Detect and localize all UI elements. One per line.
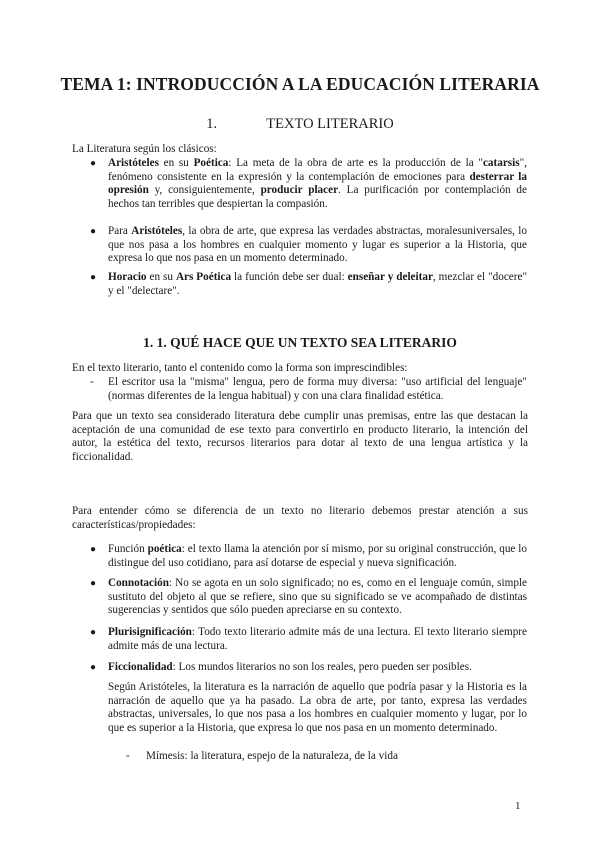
section-heading-1 (0, 116, 600, 133)
bullet-connotacion: Connotación: No se agota en un solo significado; no es, como en el lenguaje común, simple sustituto del objeto al que se refiere, sino que su significado se ve acompañado de distintas sugerencias y sentidos que sólo pueden apreciarse en su contexto. (108, 577, 527, 617)
bullet-funcion-poetica: Función poética: el texto llama la atención por sí mismo, por su original construcción, que lo distingue del uso cotidiano, para así dotarse de especial y nueva significación. (108, 543, 527, 569)
bullet-aristoteles-obra: Para Aristóteles, la obra de arte, que expresa las verdades abstractas, moralesuniversales, lo que nos pasa a los hombres en cualquier momento y lugar es superior a la Historia, que expresa lo que nos pasa en un momento determinado. (108, 225, 527, 265)
intro-line: La Literatura según los clásicos: (72, 143, 217, 155)
bullet-icon: ● (90, 544, 97, 555)
bullet-icon: ● (90, 627, 97, 638)
paragraph-premisas: Para que un texto sea considerado literatura debe cumplir unas premisas, entre las que destacan la aceptación de una comunidad de ese texto para convertirlo en producto literario, la intención del autor, la estética del texto, recursos literarios para dotar al texto de una lengua artística y la ficcionalidad. (72, 410, 528, 463)
dash-marker: - (90, 376, 94, 388)
paragraph-diferencia: Para entender cómo se diferencia de un texto no literario debemos prestar atención a sus características/propiedades: (72, 505, 528, 531)
dash-item-mimesis: Mímesis: la literatura, espejo de la naturaleza, de la vida (146, 750, 398, 762)
paragraph-aristoteles-historia: Según Aristóteles, la literatura es la narración de aquello que podría pasar y la Historia es la narración de aquello que ya ha pasado. La obra de arte, por tanto, expresa las verdades abstractas, universales, lo que nos pasa a los hombres en cualquier momento y lugar, por lo que es superior a la Historia, que expresa lo que nos pasa en un momento determinado. (108, 681, 527, 734)
bullet-icon: ● (90, 158, 97, 169)
dash-item-lengua: El escritor usa la "misma" lengua, pero de forma muy diversa: "uso artificial del lenguaje" (normas diferentes de la lengua habitual) y con una clara finalidad estética. (108, 376, 527, 402)
bullet-plurisignificacion: Plurisignificación: Todo texto literario admite más de una lectura. El texto literario siempre admite más de una lectura. (108, 626, 527, 652)
section-number: 1. (206, 116, 218, 132)
section-title: TEXTO LITERARIO (266, 116, 394, 132)
bullet-icon: ● (90, 272, 97, 283)
bullet-horacio: Horacio en su Ars Poética la función debe ser dual: enseñar y deleitar, mezclar el "docere" y el "delectare". (108, 271, 528, 297)
paragraph-contenido-forma: En el texto literario, tanto el contenido como la forma son imprescindibles: (72, 362, 408, 374)
section-heading-1-1: 1. 1. QUÉ HACE QUE UN TEXTO SEA LITERARIO (143, 335, 457, 350)
page-number: 1 (515, 800, 521, 812)
bullet-aristoteles-poetica: Aristóteles en su Poética: La meta de la obra de arte es la producción de la "catarsis", fenómeno consistente en la expresión y la contemplación de emociones para desterrar la opresión y, consiguientemente, producir placer. La purificación por contemplación de hechos tan terribles que despiertan la compasión. (108, 157, 527, 210)
bullet-icon: ● (90, 662, 97, 673)
document-title: TEMA 1: INTRODUCCIÓN A LA EDUCACIÓN LITERARIA (60, 74, 540, 94)
bullet-icon: ● (90, 578, 97, 589)
bullet-icon: ● (90, 226, 97, 237)
dash-marker: - (126, 750, 130, 762)
bullet-ficcionalidad: Ficcionalidad: Los mundos literarios no son los reales, pero pueden ser posibles. (108, 661, 472, 673)
